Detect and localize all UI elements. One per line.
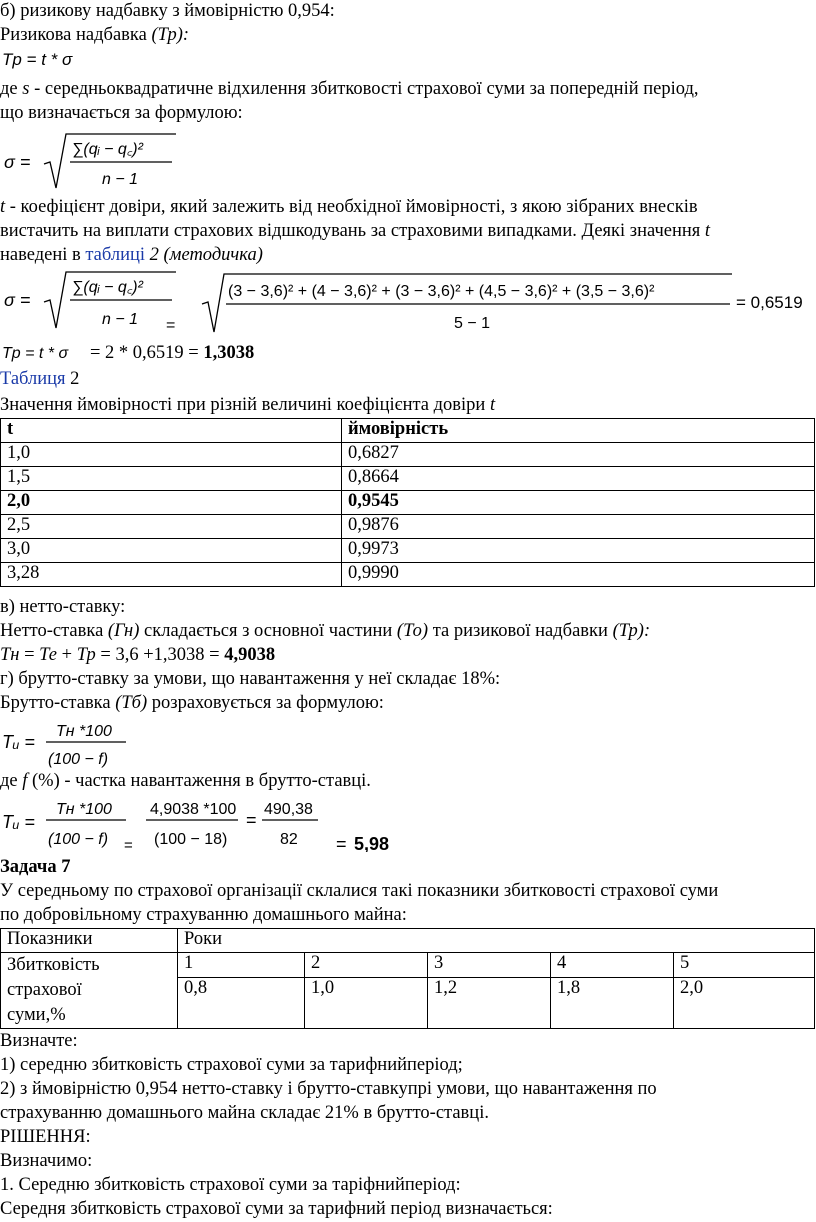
- line-q2-cont: страхуванню домашнього майна складає 21% в брутто-ставці.: [0, 1103, 489, 1123]
- svg-text:Tн *100: Tн *100: [56, 801, 112, 818]
- svg-text:σ =: σ =: [4, 152, 31, 172]
- line-gross-def: Брутто-ставка (Тб) розраховується за формулою:: [0, 693, 384, 713]
- svg-text:n − 1: n − 1: [102, 171, 139, 188]
- table-cell: 0,9545: [342, 491, 815, 515]
- svg-text:490,38: 490,38: [264, 801, 313, 818]
- line-t-def-3: наведені в таблиці 2 (методичка): [0, 245, 263, 265]
- task-title: Задача 7: [0, 857, 71, 877]
- formula-tb-calc: [0, 794, 420, 852]
- formula-tb: [0, 716, 140, 772]
- line-q2: 2) з ймовірністю 0,954 нетто-ставку і брутто-ставкупрі умови, що навантаження по: [0, 1079, 657, 1099]
- table-row: [1, 443, 815, 467]
- table-cell: 0,8: [178, 977, 305, 1028]
- line-determine: Визначте:: [0, 1031, 78, 1051]
- line-step1-def: Середня збитковість страхової суми за тарифний період визначається:: [0, 1199, 553, 1219]
- table-cell: 0,6827: [342, 443, 815, 467]
- svg-text:σ =: σ =: [4, 290, 31, 310]
- table2: [0, 418, 815, 587]
- svg-text:=: =: [166, 317, 176, 334]
- line-solution: РІШЕННЯ:: [0, 1127, 91, 1147]
- table-cell: 2: [305, 953, 428, 978]
- line-t-def: t - коефіцієнт довіри, який залежить від необхідної ймовірності, з якою зібраних внесків: [0, 197, 698, 217]
- table-row: [1, 929, 815, 953]
- table-link[interactable]: таблиці: [85, 245, 146, 265]
- table-row-label: Збитковість страхової суми,%: [1, 953, 178, 1029]
- svg-text:(3 − 3,6)² + (4 − 3,6)² + (3 −: (3 − 3,6)² + (4 − 3,6)² + (3 − 3,6)² + (4,5 − 3,6)² + (3,5 − 3,6)²: [228, 283, 655, 300]
- table-cell: 1,2: [428, 977, 551, 1028]
- line-sigma-formula-intro: що визначається за формулою:: [0, 103, 243, 123]
- table-cell: 0,9973: [342, 539, 815, 563]
- svg-text:5 − 1: 5 − 1: [454, 315, 491, 332]
- svg-text:= 0,6519: = 0,6519: [736, 293, 803, 312]
- formula-sigma: [0, 130, 180, 196]
- table-row: [1, 515, 815, 539]
- table-cell: 3,0: [1, 539, 342, 563]
- table7: [0, 928, 815, 1029]
- svg-text:n − 1: n − 1: [102, 311, 139, 328]
- task-text-2: по добровільному страхуванню домашнього майна:: [0, 905, 407, 925]
- table-cell: 2,0: [1, 491, 342, 515]
- line-step1: 1. Середню збитковість страхової суми за таріфнийперіод:: [0, 1175, 461, 1195]
- svg-text:∑(qᵢ − q꜀)²: ∑(qᵢ − q꜀)²: [72, 279, 143, 296]
- table-cell: 1: [178, 953, 305, 978]
- svg-text:Tp = t * σ: Tp = t * σ: [2, 50, 73, 69]
- table-cell: 1,0: [305, 977, 428, 1028]
- line-gross-heading: г) брутто-ставку за умови, що навантаження у неї складає 18%:: [0, 669, 501, 689]
- line-f-def: де f (%) - частка навантаження в брутто-ставці.: [0, 771, 371, 791]
- table-header-t: t: [1, 419, 342, 443]
- table-cell: 0,9990: [342, 563, 815, 587]
- table-header-prob: ймовірність: [342, 419, 815, 443]
- table-cell: 1,8: [551, 977, 674, 1028]
- table-cell: 4: [551, 953, 674, 978]
- task-text-1: У середньому по страхової організації склалися такі показники збитковості страхової суми: [0, 881, 719, 901]
- table-header-row: [1, 419, 815, 443]
- svg-text:4,9038 *100: 4,9038 *100: [150, 801, 237, 818]
- svg-text:(100 − f): (100 − f): [48, 751, 109, 768]
- table-cell: 2,5: [1, 515, 342, 539]
- table-cell: 0,8664: [342, 467, 815, 491]
- table-cell: 0,9876: [342, 515, 815, 539]
- table-cell: 1,0: [1, 443, 342, 467]
- svg-text:=: =: [336, 834, 347, 852]
- table-row: [1, 539, 815, 563]
- table2-label: Таблиця 2: [0, 369, 80, 389]
- table-row: [1, 563, 815, 587]
- svg-text:Tᵤ =: Tᵤ =: [2, 732, 35, 752]
- svg-text:∑(qᵢ − q꜀)²: ∑(qᵢ − q꜀)²: [72, 141, 143, 158]
- svg-text:=: =: [124, 837, 133, 852]
- formula-tp: [0, 46, 140, 72]
- line-sigma-def: де s - середньоквадратичне відхилення збитковості страхової суми за попередній період,: [0, 79, 699, 99]
- line-tp-calc: Tp = t * σ = 2 * 0,6519 = 1,3038: [2, 343, 255, 363]
- line-b-heading: б) ризикову надбавку з ймовірністю 0,954:: [0, 1, 335, 21]
- line-risk-premium: Ризикова надбавка (Тр):: [0, 25, 190, 45]
- svg-text:(100 − 18): (100 − 18): [154, 831, 228, 848]
- table2-link[interactable]: Таблиця: [0, 369, 66, 389]
- svg-text:Tᵤ =: Tᵤ =: [2, 812, 35, 832]
- svg-text:(100 − f): (100 − f): [48, 831, 109, 848]
- table-row-highlight: [1, 491, 815, 515]
- svg-text:82: 82: [280, 831, 298, 848]
- table-cell: 2,0: [674, 977, 815, 1028]
- line-net-calc: Тн = Те + Тр = 3,6 +1,3038 = 4,9038: [0, 645, 276, 665]
- table-row: [1, 953, 815, 978]
- line-net-def: Нетто-ставка (Гн) складається з основної частини (То) та ризикової надбавки (Тр):: [0, 621, 651, 641]
- table2-caption: Значення ймовірності при різній величині коефіцієнта довіри t: [0, 395, 496, 415]
- line-t-def-2: вистачить на виплати страхових відшкодувань за страховими випадками. Деякі значення t: [0, 221, 711, 241]
- table-header-label: Показники: [1, 929, 178, 953]
- formula-sigma-calc: [0, 268, 816, 338]
- svg-text:Tн *100: Tн *100: [56, 723, 112, 740]
- line-q1: 1) середню збитковість страхової суми за тарифнийперіод;: [0, 1055, 463, 1075]
- formula-tp-small: [0, 342, 90, 364]
- table-header-years: Роки: [178, 929, 815, 953]
- svg-text:5,98: 5,98: [354, 834, 390, 852]
- table-cell: 3: [428, 953, 551, 978]
- line-net-heading: в) нетто-ставку:: [0, 597, 126, 617]
- svg-text:=: =: [246, 810, 257, 830]
- table-row: [1, 467, 815, 491]
- table-cell: 3,28: [1, 563, 342, 587]
- svg-text:Tp = t * σ: Tp = t * σ: [2, 345, 69, 362]
- table-cell: 5: [674, 953, 815, 978]
- line-define: Визначимо:: [0, 1151, 93, 1171]
- table-cell: 1,5: [1, 467, 342, 491]
